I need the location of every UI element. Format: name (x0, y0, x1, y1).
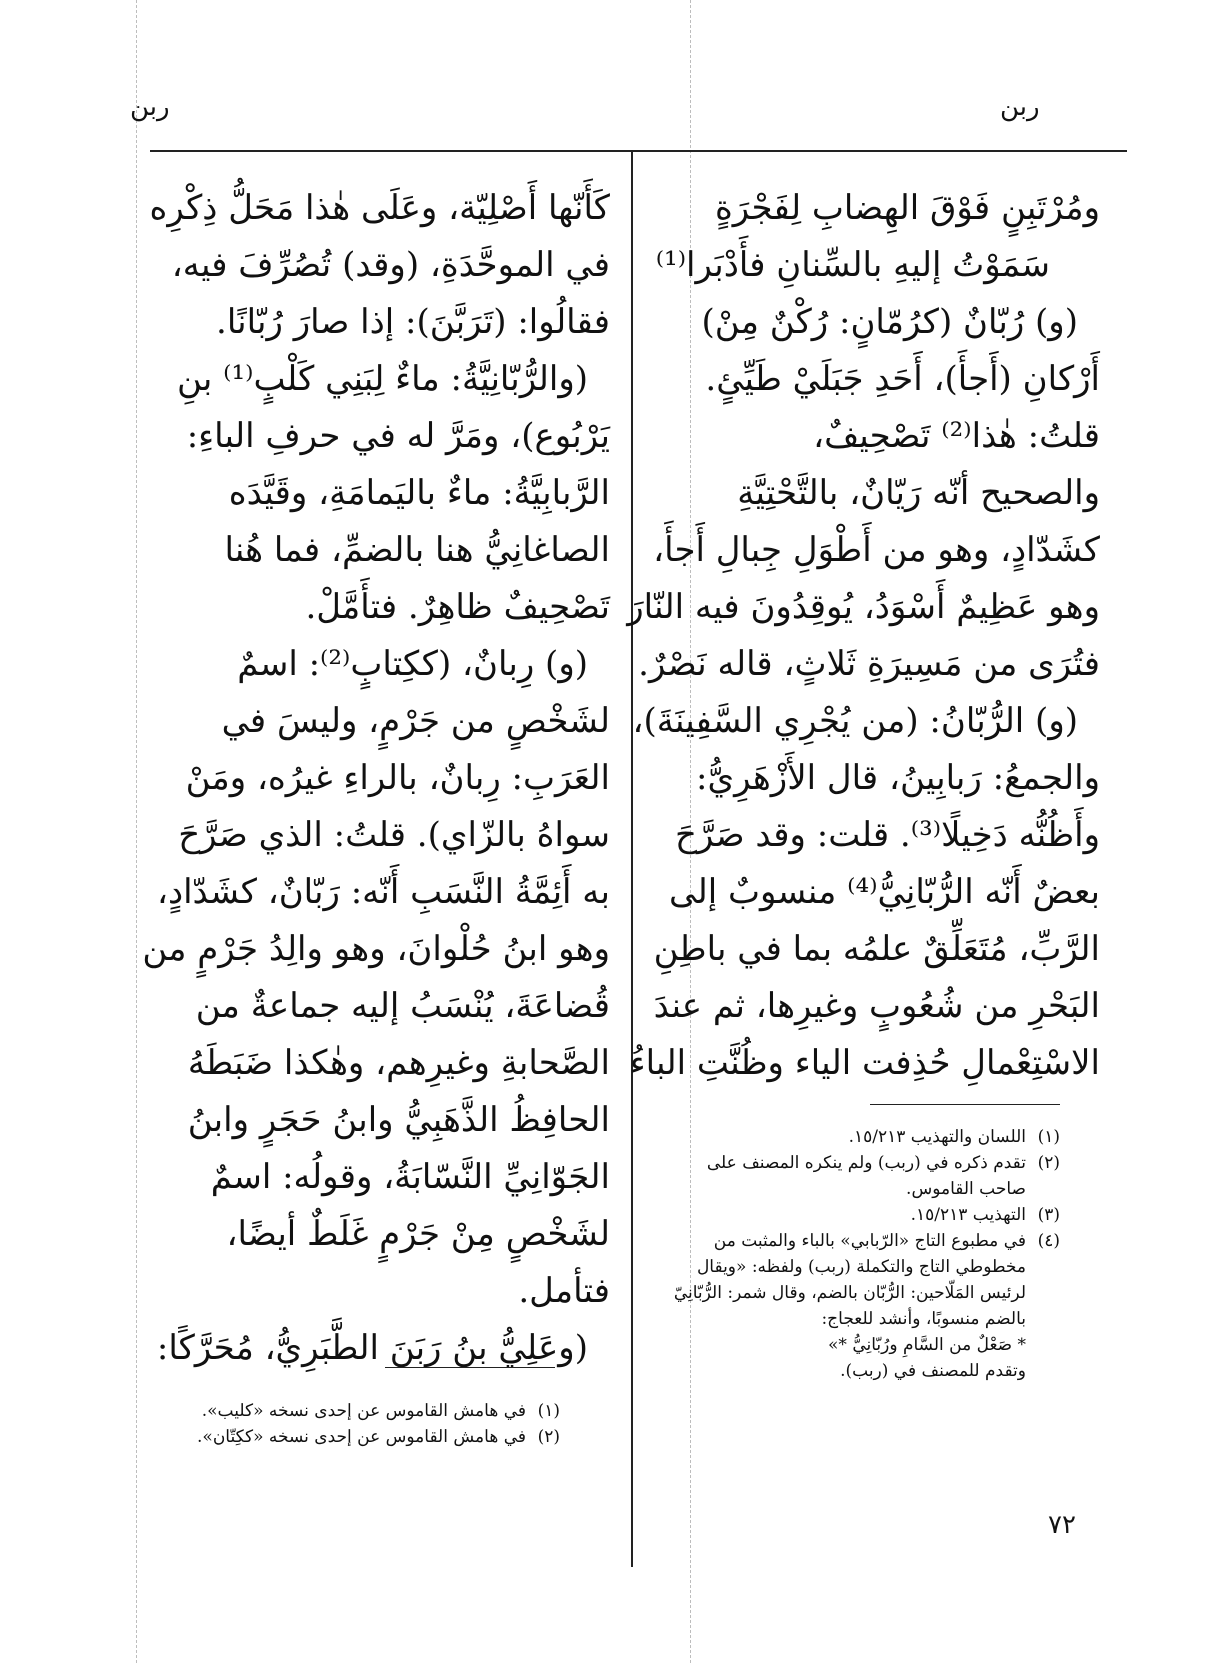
left-footnote-rule (385, 1367, 555, 1368)
footnote-number: (٤) (1037, 1231, 1060, 1251)
left-column-line: فتأمل. (518, 1271, 610, 1311)
footnote-number: (٣) (1037, 1205, 1060, 1225)
left-column-line: الرَّبابِيَّةُ: ماءٌ باليَمامَةِ، وقَيَّدَه (228, 473, 610, 513)
left-column-line: يَرْبُوع)، ومَرَّ له في حرفِ الباءِ: (186, 416, 610, 456)
left-column-line: في الموحَّدَةِ، (وقد) تُصُرِّفَ فيه، (171, 245, 610, 285)
left-column-line: سواهُ بالزّاي). قلتُ: الذي صَرَّحَ (178, 815, 610, 855)
footnote-number: (٢) (1037, 1153, 1060, 1173)
footnote-item (620, 1124, 1060, 1150)
left-footnotes (150, 1398, 560, 1450)
footnote-item (620, 1202, 1060, 1228)
page-number: ٧٢ (1048, 1510, 1076, 1540)
footnote-continuation: وتقدم للمصنف في (ربب). (840, 1361, 1026, 1381)
footnote-text: في مطبوع التاج «الرّبابي» بالباء والمثبت من (713, 1231, 1026, 1251)
footnote-item (150, 1424, 560, 1450)
footnote-text: في هامش القاموس عن إحدى نسخه «ككِتّان». (197, 1427, 526, 1447)
left-column-line: (وعَلِيُّ بنُ رَبَنَ الطَّبَرِيُّ، مُحَرَّكًا: (156, 1328, 588, 1368)
right-column-line: وهو عَظِيمٌ أَسْوَدُ، يُوقِدُونَ فيه النّارَ (627, 587, 1100, 627)
right-column-line: سَمَوْتُ إليهِ بالسِّنانِ فأَدْبَرا⁽¹⁾ (655, 245, 1050, 285)
right-footnotes (620, 1124, 1060, 1384)
header-rule (150, 150, 1127, 152)
left-column-line: وهو ابنُ حُلْوانَ، وهو والِدُ جَرْمٍ من (142, 929, 610, 969)
right-column-line: بعضٌ أَنّه الرُّبّانِيُّ⁽⁴⁾ منسوبٌ إلى (669, 872, 1100, 912)
right-column-line: الاسْتِعْمالِ حُذِفت الياء وظُنَّتِ الباءُ (629, 1043, 1100, 1083)
footnote-text: اللسان والتهذيب ١٥/٢١٣. (848, 1127, 1026, 1147)
footnote-item (620, 1150, 1060, 1176)
right-footnote-rule (870, 1104, 1060, 1105)
footnote-text: التهذيب ١٥/٢١٣. (910, 1205, 1026, 1225)
page-crease-left (136, 0, 137, 1663)
right-column (627, 180, 1100, 1092)
footnote-number: (٢) (537, 1427, 560, 1447)
right-column-line: ومُرْتَبِنٍ فَوْقَ الهِضابِ لِفَجْرَةٍ (714, 188, 1100, 228)
right-column-line: فتُرَى من مَسِيرَةِ ثَلاثٍ، قاله نَصْرٌ. (638, 644, 1100, 684)
left-column-line: (والرُّبّانِيَّةُ: ماءٌ لِبَنِي كَلْبٍ⁽¹⁾ بنِ (176, 359, 588, 399)
left-column-line: العَرَبِ: رِبانٌ، بالراءِ غيرُه، ومَنْ (185, 758, 610, 798)
left-column-line: (و) رِبانٌ، (ككِتابٍ⁽²⁾: اسمٌ (237, 644, 588, 684)
left-column-line: الصَّحابةِ وغيرِهم، وهٰكذا ضَبَطَهُ (187, 1043, 610, 1083)
right-column-line: أَرْكانِ (أَجأَ)، أَحَدِ جَبَلَيْ طَيِّئٍ. (705, 359, 1100, 399)
footnote-continuation: لرئيس المَلّاحين: الرُّبّان بالضم، وقال شمر: الرُّبّانِيّ (673, 1283, 1026, 1303)
footnote-continuation: بالضم منسوبًا، وأنشد للعجاج: (821, 1309, 1026, 1329)
right-column-line: قلتُ: هٰذا⁽²⁾ تَصْحِيفٌ، (813, 416, 1100, 456)
footnote-text: تقدم ذكره في (ربب) ولم ينكره المصنف على (706, 1153, 1026, 1173)
right-column-line: والجمعُ: رَبابِينُ، قال الأَزْهَرِيُّ: (696, 758, 1100, 798)
left-column-line: لشَخْصٍ من جَرْمٍ، وليسَ في (221, 701, 610, 741)
footnote-continuation: مخطوطي التاج والتكملة (ربب) ولفظه: «ويقال (696, 1257, 1026, 1277)
footnote-continuation: صاحب القاموس. (906, 1179, 1026, 1199)
left-column-line: الصاغانِيُّ هنا بالضمِّ، فما هُنا (224, 530, 610, 570)
right-column-line: (و) رُبّانٌ (كرُمّانٍ: رُكْنٌ مِنْ) (701, 302, 1078, 342)
footnote-text: في هامش القاموس عن إحدى نسخه «كليب». (201, 1401, 526, 1421)
left-column-line: تَصْحِيفٌ ظاهِرٌ. فتأَمَّلْ. (305, 587, 610, 627)
left-column-line: كَأَنّها أَصْلِيّة، وعَلَى هٰذا مَحَلُّ ذِكْرِه (149, 188, 610, 228)
footnote-number: (١) (537, 1401, 560, 1421)
right-column-line: (و) الرُّبّانُ: (من يُجْرِي السَّفِينَةَ)، (632, 701, 1078, 741)
right-column-line: الرَّبِّ، مُتَعَلِّقٌ علمُه بما في باطِنِ (653, 929, 1100, 969)
header-left-word: ربن (130, 92, 170, 122)
left-column-line: فقالُوا: (تَرَبَّنَ): إذا صارَ رُبّانًا. (216, 302, 610, 342)
header-right-word: ربن (1000, 92, 1040, 122)
left-column-line: لشَخْصٍ مِنْ جَرْمٍ غَلَطٌ أيضًا، (226, 1214, 610, 1254)
right-column-line: كشَدّادٍ، وهو من أَطْوَلِ جِبالِ أَجأَ، (653, 530, 1100, 570)
left-column-line: الجَوّانِيِّ النَّسّابَةُ، وقولُه: اسمٌ (210, 1157, 610, 1197)
footnote-number: (١) (1037, 1127, 1060, 1147)
left-column-line: به أَئِمَّةُ النَّسَبِ أَنّه: رَبّانٌ، كشَدّادٍ، (156, 872, 610, 912)
right-column-line: البَحْرِ من شُعُوبٍ وغيرِها، ثم عندَ (653, 986, 1100, 1026)
left-column (142, 180, 610, 1377)
footnote-continuation: * صَعْلٌ من السَّامِ ورُبّانِيُّ *» (828, 1335, 1026, 1355)
left-column-line: الحافِظُ الذَّهَبِيُّ وابنُ حَجَرٍ وابنُ (187, 1100, 610, 1140)
right-column-line: والصحيح أنّه رَيّانٌ، بالتَّحْتِيَّةِ (737, 473, 1100, 513)
footnote-item (150, 1398, 560, 1424)
footnote-item (620, 1228, 1060, 1254)
right-column-line: وأَظُنُّه دَخِيلًا⁽³⁾. قلت: وقد صَرَّحَ (675, 815, 1100, 855)
left-column-line: قُضاعَةَ، يُنْسَبُ إليه جماعةٌ من (195, 986, 610, 1026)
